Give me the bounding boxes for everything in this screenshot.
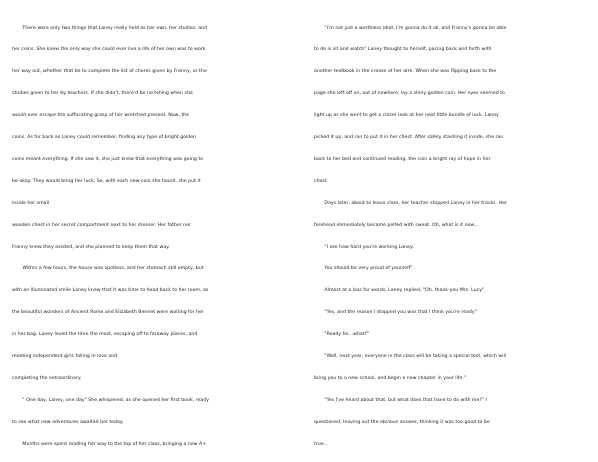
text-line: true... [314, 441, 329, 447]
text-line: bring you to a new school, and begin a new chapter in your life." [314, 375, 467, 381]
text-line: wooden chest in her secret compartment next to her dresser. Her father nor [12, 222, 191, 228]
text-line: " One day, Laney, one day" She whispered, as she opened her first book, ready [12, 397, 209, 403]
text-line: to do is sit and watch" Laney thought to herself, pacing back and forth with [314, 47, 492, 53]
text-line: inside her small [12, 200, 50, 206]
text-line: "I see how hard you're working Laney. [314, 244, 414, 250]
text-line: You should be very proud of yourself" [314, 266, 413, 272]
left-page [12, 10, 284, 447]
text-line: would ever escape the suffocating grasp of her wretched present. Now, the [12, 113, 190, 119]
text-line: coins meant everything. If she saw it, she just knew that everything was going to [12, 156, 204, 162]
text-line: to see what new adventures awaited her today. [12, 419, 124, 425]
text-line: completing the extraordinary. [12, 375, 82, 381]
text-line: back to her bed and continued reading, the coin a bright ray of hope in her [314, 156, 491, 162]
text-line: Within a few hours, the house was spotless, and her stomach still empty, but [12, 266, 204, 272]
text-line: There were only two things that Laney really held as her own, her studies, and [12, 25, 208, 31]
text-line: the beautiful wonders of Ancient Rome and Elizabeth Bennet were waiting for her [12, 310, 204, 316]
text-line: "Yes, and the reason I stopped you was that I think you're ready" [314, 310, 477, 316]
text-line: Months were spent reading her way to the top of her class, bringing a new A+ [12, 441, 207, 447]
text-line: forehead immediately became pelted with sweat. Oh, what is it now... [314, 222, 479, 228]
text-line: "Ready for...what?" [314, 332, 370, 338]
text-line: Days later, about to leave class, her teacher stopped Laney in her tracks. Her [314, 200, 507, 206]
text-line: page she left off on, out of nowhere, lay a shiny golden coin. Her eyes seemed to [314, 91, 505, 97]
text-line: be okay. They would bring her luck. So, with each new coin she found, she put it [12, 178, 201, 184]
text-line: Franny knew they existed, and she planned to keep them that way. [12, 244, 170, 250]
text-line: studies given to her by teachers. If she didn't, there'd be no telling when she [12, 91, 193, 97]
text-line: her coins. She knew the only way she could ever live a life of her own was to work [12, 47, 206, 53]
text-line: questioned, leaving out the obvious answer, thinking it was too good to be [314, 419, 490, 425]
text-line: picked it up, and ran to put it in her chest. After safely stashing it inside, she ran [314, 135, 504, 141]
text-line: "I'm not just a worthless idiot. I'm gonna do it all, and Franny's gonna be able [314, 25, 507, 31]
text-line: "Yes I've heard about that, but what does that have to do with me?" I [314, 397, 487, 403]
text-line: light up as she went to get a closer look at her next little bundle of luck. Laney [314, 113, 499, 119]
text-line: her way out, whether that be to complete the list of chores given by Franny, or the [12, 69, 207, 75]
text-line: "Well, next year, everyone in the class will be taking a special test, which will [314, 353, 507, 359]
text-line: coins. As for back as Laney could remember, finding any type of bright golden [12, 135, 197, 141]
text-line: another textbook in the crease of her arm. When she was flipping back to the [314, 69, 497, 75]
text-line: meeting independent girls falling in love and [12, 353, 118, 359]
text-line: in her bag. Laney loved the time the most, escaping off to faraway places, and [12, 332, 198, 338]
text-line: Almost at a loss for words, Laney replied, "Oh, thank-you Mrs. Lucy" [314, 288, 485, 294]
text-line: chest. [314, 178, 329, 184]
right-page [314, 10, 586, 447]
text-line: with an illuminated smile Laney knew that it was time to head back to her room, as [12, 288, 209, 294]
